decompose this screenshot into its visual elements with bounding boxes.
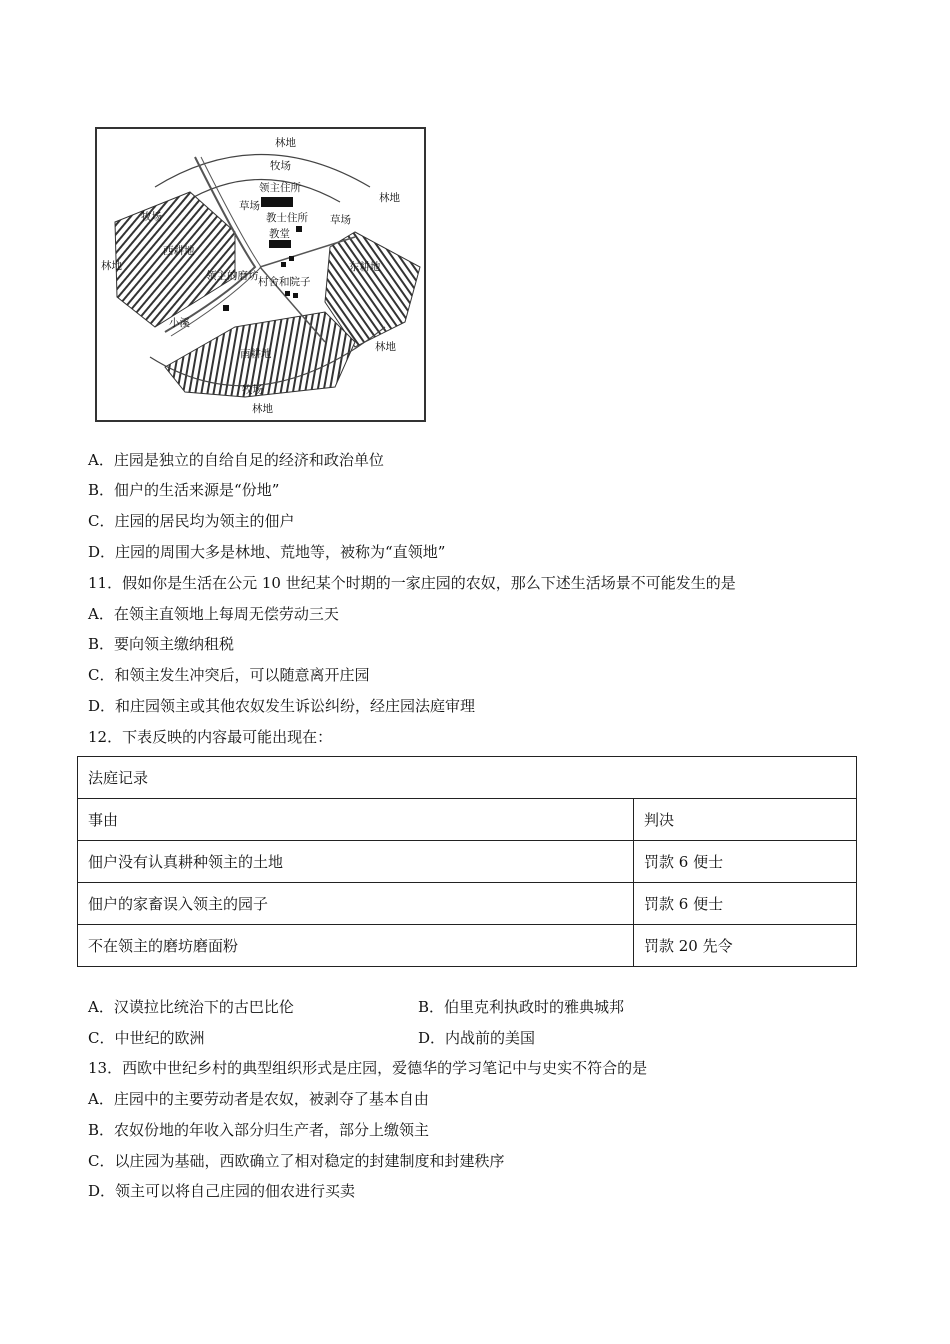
- manor-map: [95, 127, 426, 422]
- village-house-1: [281, 262, 286, 267]
- map-label-forest-left: 林地: [101, 260, 122, 272]
- map-label-west-field: 西耕地: [163, 245, 195, 257]
- table-title: 法庭记录: [78, 757, 857, 799]
- q10-option-b: B．佃户的生活来源是“份地”: [88, 481, 280, 499]
- table-cell: 罚款 6 便士: [634, 883, 857, 925]
- map-label-priest-residence: 教士住所: [266, 212, 308, 224]
- q10-option-d: D．庄园的周围大多是林地、荒地等，被称为“直领地”: [88, 543, 446, 561]
- table-row: [78, 883, 857, 925]
- map-label-forest-lower-right: 林地: [375, 341, 396, 353]
- map-label-stream: 小溪: [169, 317, 190, 329]
- q11-option-d: D．和庄园领主或其他农奴发生诉讼纠纷，经庄园法庭审理: [88, 697, 476, 715]
- map-label-grass-left: 草场: [239, 200, 260, 212]
- q12-option-c: C．中世纪的欧洲: [88, 1029, 205, 1047]
- map-label-forest-top: 林地: [275, 137, 296, 149]
- q11-option-b: B．要向领主缴纳租税: [88, 635, 235, 653]
- map-label-pasture-left: 牧场: [141, 211, 162, 223]
- q13-option-b: B．农奴份地的年收入部分归生产者，部分上缴领主: [88, 1121, 430, 1139]
- q13-option-d: D．领主可以将自己庄园的佃农进行买卖: [88, 1182, 356, 1200]
- map-label-grass-right: 草场: [330, 214, 351, 226]
- map-label-lord-mill: 领主的磨坊: [206, 270, 259, 282]
- table-cell: 罚款 20 先令: [634, 925, 857, 967]
- map-label-forest-bottom: 林地: [252, 403, 273, 415]
- map-label-pasture-bottom: 牧场: [242, 384, 263, 396]
- map-label-east-field: 东耕地: [349, 261, 381, 273]
- q12-option-d: D．内战前的美国: [418, 1029, 536, 1047]
- q11-stem: 11．假如你是生活在公元 10 世纪某个时期的一家庄园的农奴，那么下述生活场景不可能发生的是: [88, 574, 736, 592]
- church-building: [269, 240, 291, 248]
- table-cell: 罚款 6 便士: [634, 841, 857, 883]
- q13-stem: 13．西欧中世纪乡村的典型组织形式是庄园，爱德华的学习笔记中与史实不符合的是: [88, 1059, 648, 1077]
- village-house-2: [289, 256, 294, 261]
- village-house-3: [285, 291, 290, 296]
- q13-option-a: A．庄园中的主要劳动者是农奴，被剥夺了基本自由: [88, 1090, 429, 1108]
- map-label-village: 村舍和院子: [258, 276, 311, 288]
- q12-stem: 12．下表反映的内容最可能出现在：: [88, 728, 333, 746]
- mill-building: [223, 305, 229, 311]
- priest-residence-building: [296, 226, 302, 232]
- q11-option-a: A．在领主直领地上每周无偿劳动三天: [88, 605, 339, 623]
- table-header-verdict: 判决: [634, 799, 857, 841]
- village-house-4: [293, 293, 298, 298]
- table-cell: 佃户的家畜误入领主的园子: [78, 883, 634, 925]
- table-row: [78, 841, 857, 883]
- q13-option-c: C．以庄园为基础，西欧确立了相对稳定的封建制度和封建秩序: [88, 1152, 505, 1170]
- table-row: [78, 925, 857, 967]
- q10-option-a: A．庄园是独立的自给自足的经济和政治单位: [88, 451, 384, 469]
- q12-option-a: A．汉谟拉比统治下的古巴比伦: [88, 998, 294, 1016]
- map-label-church: 教堂: [269, 228, 290, 240]
- table-cell: 不在领主的磨坊磨面粉: [78, 925, 634, 967]
- q12-option-b: B．伯里克利执政时的雅典城邦: [418, 998, 625, 1016]
- map-label-forest-right: 林地: [379, 192, 400, 204]
- table-header-cause: 事由: [78, 799, 634, 841]
- q11-option-c: C．和领主发生冲突后，可以随意离开庄园: [88, 666, 370, 684]
- q10-option-c: C．庄园的居民均为领主的佃户: [88, 512, 295, 530]
- manor-map-svg: [95, 127, 426, 422]
- court-record-table: [77, 756, 857, 967]
- map-label-south-field: 南耕地: [240, 348, 272, 360]
- map-label-pasture-top: 牧场: [270, 160, 291, 172]
- table-cell: 佃户没有认真耕种领主的土地: [78, 841, 634, 883]
- map-label-lord-residence: 领主住所: [259, 182, 301, 194]
- lord-residence-building: [261, 197, 293, 207]
